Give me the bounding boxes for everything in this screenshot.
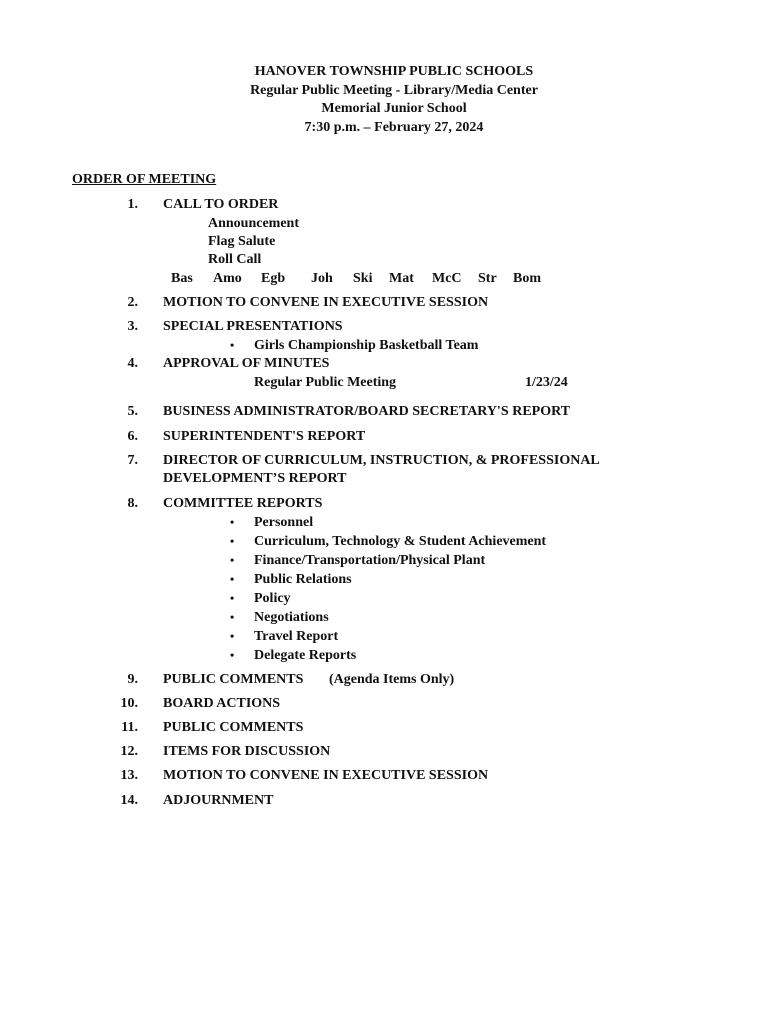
- committee-label: Travel Report: [254, 629, 339, 644]
- committee-label: Finance/Transportation/Physical Plant: [254, 553, 486, 568]
- committee-label: Policy: [254, 591, 291, 606]
- item-number: 14.: [120, 793, 138, 808]
- bullet-icon: •: [230, 610, 235, 624]
- minutes-date: 1/23/24: [525, 375, 568, 390]
- roll-call-member: Egb: [261, 271, 286, 286]
- bullet-icon: •: [230, 338, 235, 352]
- committee-label: Delegate Reports: [254, 648, 357, 663]
- bullet-icon: •: [230, 648, 235, 662]
- item-label: APPROVAL OF MINUTES: [163, 356, 330, 371]
- bullet-icon: •: [230, 629, 235, 643]
- item-label: MOTION TO CONVENE IN EXECUTIVE SESSION: [163, 295, 489, 310]
- meeting-datetime: 7:30 p.m. – February 27, 2024: [304, 119, 484, 135]
- meeting-location: Memorial Junior School: [321, 101, 467, 116]
- item-number: 5.: [127, 404, 138, 419]
- roll-call-member: McC: [432, 271, 462, 286]
- order-of-meeting-title: ORDER OF MEETING: [72, 172, 217, 187]
- roll-call-subitem: Roll Call: [208, 252, 262, 267]
- committee-label: Negotiations: [254, 610, 329, 625]
- item-number: 4.: [127, 356, 138, 371]
- bullet-icon: •: [230, 534, 235, 548]
- item-label: MOTION TO CONVENE IN EXECUTIVE SESSION: [163, 768, 489, 783]
- committee-label: Curriculum, Technology & Student Achievement: [254, 534, 547, 549]
- bullet-icon: •: [230, 553, 235, 567]
- bullet-icon: •: [230, 591, 235, 605]
- item-label-continued: DEVELOPMENT’S REPORT: [163, 471, 347, 486]
- item-label: ITEMS FOR DISCUSSION: [163, 744, 331, 759]
- presentation-label: Girls Championship Basketball Team: [254, 338, 479, 353]
- minutes-meeting: Regular Public Meeting: [254, 375, 397, 390]
- roll-call-member: Bas: [171, 271, 193, 286]
- announcement-subitem: Announcement: [208, 216, 300, 231]
- item-number: 8.: [127, 496, 138, 511]
- item-label: PUBLIC COMMENTS: [163, 720, 304, 735]
- item-label: COMMITTEE REPORTS: [163, 496, 323, 511]
- item-number: 10.: [120, 696, 138, 711]
- item-number: 12.: [120, 744, 138, 759]
- item-label: SUPERINTENDENT'S REPORT: [163, 429, 366, 444]
- item-number: 2.: [127, 295, 138, 310]
- meeting-type: Regular Public Meeting - Library/Media Center: [250, 82, 538, 98]
- item-number: 9.: [127, 672, 138, 687]
- item-label: BOARD ACTIONS: [163, 696, 281, 711]
- item-label: ADJOURNMENT: [163, 793, 274, 808]
- item-label: PUBLIC COMMENTS: [163, 672, 304, 687]
- flag-salute-subitem: Flag Salute: [208, 234, 276, 249]
- item-number: 11.: [121, 720, 138, 735]
- committee-label: Personnel: [254, 515, 314, 530]
- item-note: (Agenda Items Only): [329, 672, 455, 687]
- item-number: 13.: [120, 768, 138, 783]
- item-number: 1.: [127, 197, 138, 212]
- document-header: [0, 63, 770, 137]
- item-label: DIRECTOR OF CURRICULUM, INSTRUCTION, & PROFESSIONAL: [163, 453, 600, 468]
- item-label: CALL TO ORDER: [163, 197, 279, 212]
- bullet-icon: •: [230, 572, 235, 586]
- roll-call-member: Ski: [353, 271, 373, 286]
- item-number: 3.: [127, 319, 138, 334]
- item-number: 7.: [127, 453, 138, 468]
- roll-call-member: Amo: [213, 271, 242, 286]
- roll-call-member: Bom: [513, 271, 541, 286]
- district-name: HANOVER TOWNSHIP PUBLIC SCHOOLS: [254, 64, 534, 79]
- roll-call-member: Mat: [389, 271, 414, 286]
- roll-call-member: Joh: [311, 271, 333, 286]
- item-number: 6.: [127, 429, 138, 444]
- item-label: BUSINESS ADMINISTRATOR/BOARD SECRETARY'S REPORT: [163, 404, 571, 419]
- bullet-icon: •: [230, 515, 235, 529]
- roll-call-member: Str: [478, 271, 497, 286]
- item-label: SPECIAL PRESENTATIONS: [163, 319, 343, 334]
- committee-label: Public Relations: [254, 572, 352, 587]
